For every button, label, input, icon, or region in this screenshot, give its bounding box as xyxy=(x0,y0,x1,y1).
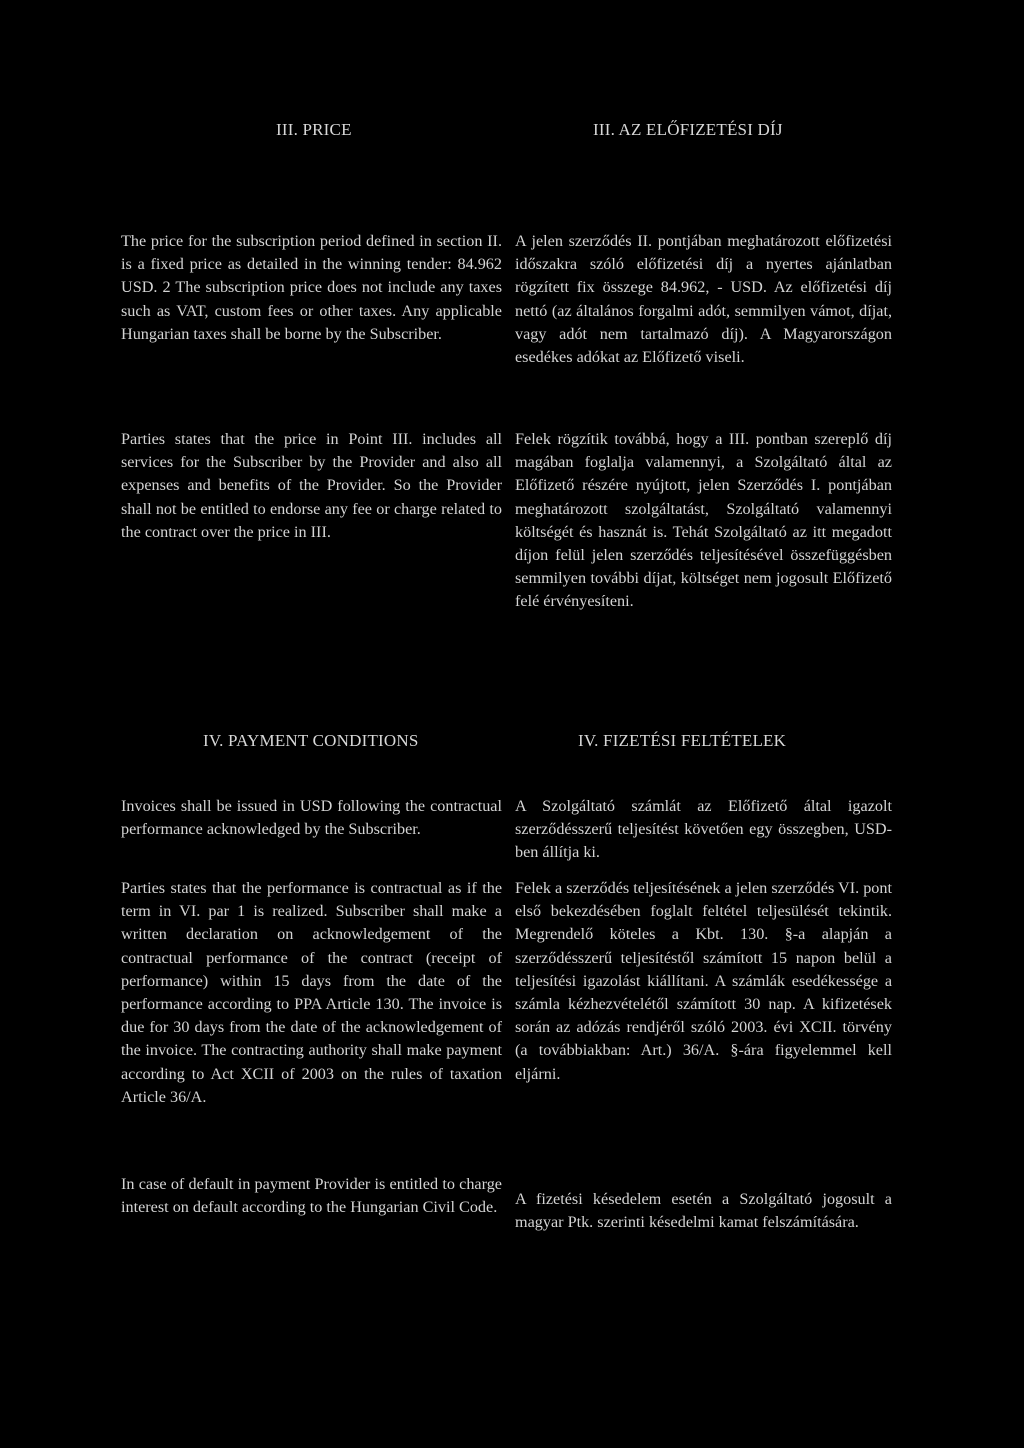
section-4-paragraph-2-en: Parties states that the performance is contractual as if the term in VI. par 1 is realized. Subscriber shall make a written declaration on acknowledgement of the contractual performance of the contract (receipt of performance) within 15 days from the date of the performance according to PPA Article 130. The invoice is due for 30 days from the date of the acknowledgement of the invoice. The contracting authority shall make payment according to Act XCII of 2003 on the rules of taxation Article 36/A. xyxy=(121,879,502,1106)
section-3-paragraph-1-hu: A jelen szerződés II. pontjában meghatározott előfizetési időszakra szóló előfizetési díj a nyertes ajánlatban rögzített fix összege 84.962, - USD. Az előfizetési díj nettó (az általános forgalmi adót, semmilyen vámot, díjat, vagy adót nem tartalmazó díj). A Magyarországon esedékes adókat az Előfizető viseli. xyxy=(515,232,892,367)
section-4-paragraph-3-en: In case of default in payment Provider is entitled to charge interest on default according to the Hungarian Civil Code. xyxy=(121,1175,502,1217)
section-3-paragraph-2-en: Parties states that the price in Point III. includes all services for the Subscriber by the Provider and also all expenses and benefits of the Provider. So the Provider shall not be entitled to endorse any fee or charge related to the contract over the price in III. xyxy=(121,430,502,541)
section-4-paragraph-1-hu: A Szolgáltató számlát az Előfizető által igazolt szerződésszerű teljesítést követően egy összegben, USD-ben állítja ki. xyxy=(515,797,892,862)
section-4-paragraph-2-hu: Felek a szerződés teljesítésének a jelen szerződés VI. pont első bekezdésében foglalt feltétel teljesülését tekintik. Megrendelő köteles a Kbt. 130. §-a alapján a szerződésszerű teljesítéstől számított 15 napon belül a teljesítési igazolást kiállítani. A számlák esedékessége a számla kézhezvételétől számított 30 nap. A kifizetések során az adózás rendjéről szóló 2003. évi XCII. törvény (a továbbiakban: Art.) 36/A. §-ára figyelemmel kell eljárni. xyxy=(515,879,892,1083)
section-3-paragraph-2-hu: Felek rögzítik továbbá, hogy a III. pontban szereplő díj magában foglalja valamennyi, a Szolgáltató által az Előfizető részére nyújtott, jelen Szerződés I. pontjában meghatározott szolgáltatást, Szolgáltató valamennyi költségét és hasznát is. Tehát Szolgáltató az itt megadott díjon felül jelen szerződés teljesítésével összefüggésben semmilyen további díjat, költséget nem jogosult Előfizető felé érvényesíteni. xyxy=(515,430,892,611)
section-4-heading-en: IV. PAYMENT CONDITIONS xyxy=(203,731,419,750)
section-3-heading-hu: III. AZ ELŐFIZETÉSI DÍJ xyxy=(593,120,783,139)
section-4-paragraph-3-hu: A fizetési késedelem esetén a Szolgáltató jogosult a magyar Ptk. szerinti késedelmi kamat felszámítására. xyxy=(515,1190,892,1232)
section-3-paragraph-1-en: The price for the subscription period defined in section II. is a fixed price as detailed in the winning tender: 84.962 USD. 2 The subscription price does not include any taxes such as VAT, custom fees or other taxes. Any applicable Hungarian taxes shall be borne by the Subscriber. xyxy=(121,232,502,343)
section-3-heading-en: III. PRICE xyxy=(276,120,352,139)
section-4-paragraph-1-en: Invoices shall be issued in USD following the contractual performance acknowledged by the Subscriber. xyxy=(121,797,502,839)
section-4-heading-hu: IV. FIZETÉSI FELTÉTELEK xyxy=(578,731,787,750)
